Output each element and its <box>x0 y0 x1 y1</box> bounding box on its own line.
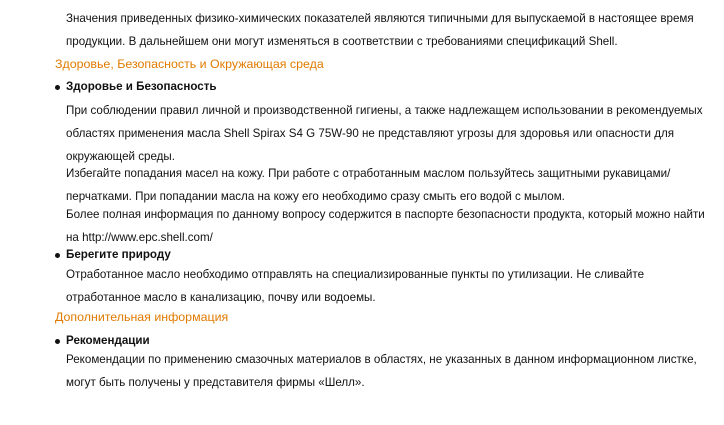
bullet-icon <box>55 253 60 258</box>
environment-paragraph: Отработанное масло необходимо отправлять на специализированные пункты по утилизации. Не сливайте отработанное масло в канализацию, почву или водоемы. <box>66 268 645 304</box>
item-title: Рекомендации <box>66 334 150 347</box>
section-heading-hse: Здоровье, Безопасность и Окружающая среда <box>55 57 324 71</box>
intro-paragraph: Значения приведенных физико-химических показателей являются типичными для выпускаемой в настоящее время продукции. В дальнейшем они могут изменяться в соответствии с требованиями спецификаций Shell. <box>66 12 694 48</box>
health-paragraph-3: Более полная информация по данному вопросу содержится в паспорте безопасности продукта, который можно найти на http://www.epc.shell.com/ <box>66 208 705 244</box>
item-title: Берегите природу <box>66 248 171 261</box>
section-heading-additional: Дополнительная информация <box>55 310 229 324</box>
recommendations-paragraph: Рекомендации по применению смазочных материалов в областях, не указанных в данном информационном листке, могут быть получены у представителя фирмы «Шелл». <box>66 353 697 389</box>
item-title: Здоровье и Безопасность <box>66 80 217 93</box>
bullet-icon <box>55 339 60 344</box>
health-paragraph-2: Избегайте попадания масел на кожу. При работе с отработанным маслом пользуйтесь защитными рукавицами/перчатками. При попадании масла на кожу его необходимо сразу смыть его водой с мылом. <box>66 167 671 203</box>
bullet-icon <box>55 85 60 90</box>
health-paragraph-1: При соблюдении правил личной и производственной гигиены, а также надлежащем использовании в рекомендуемых областях применения масла Shell Spirax S4 G 75W-90 не представляют угрозы для здоровья или опасности для окружающей среды. <box>66 104 703 163</box>
